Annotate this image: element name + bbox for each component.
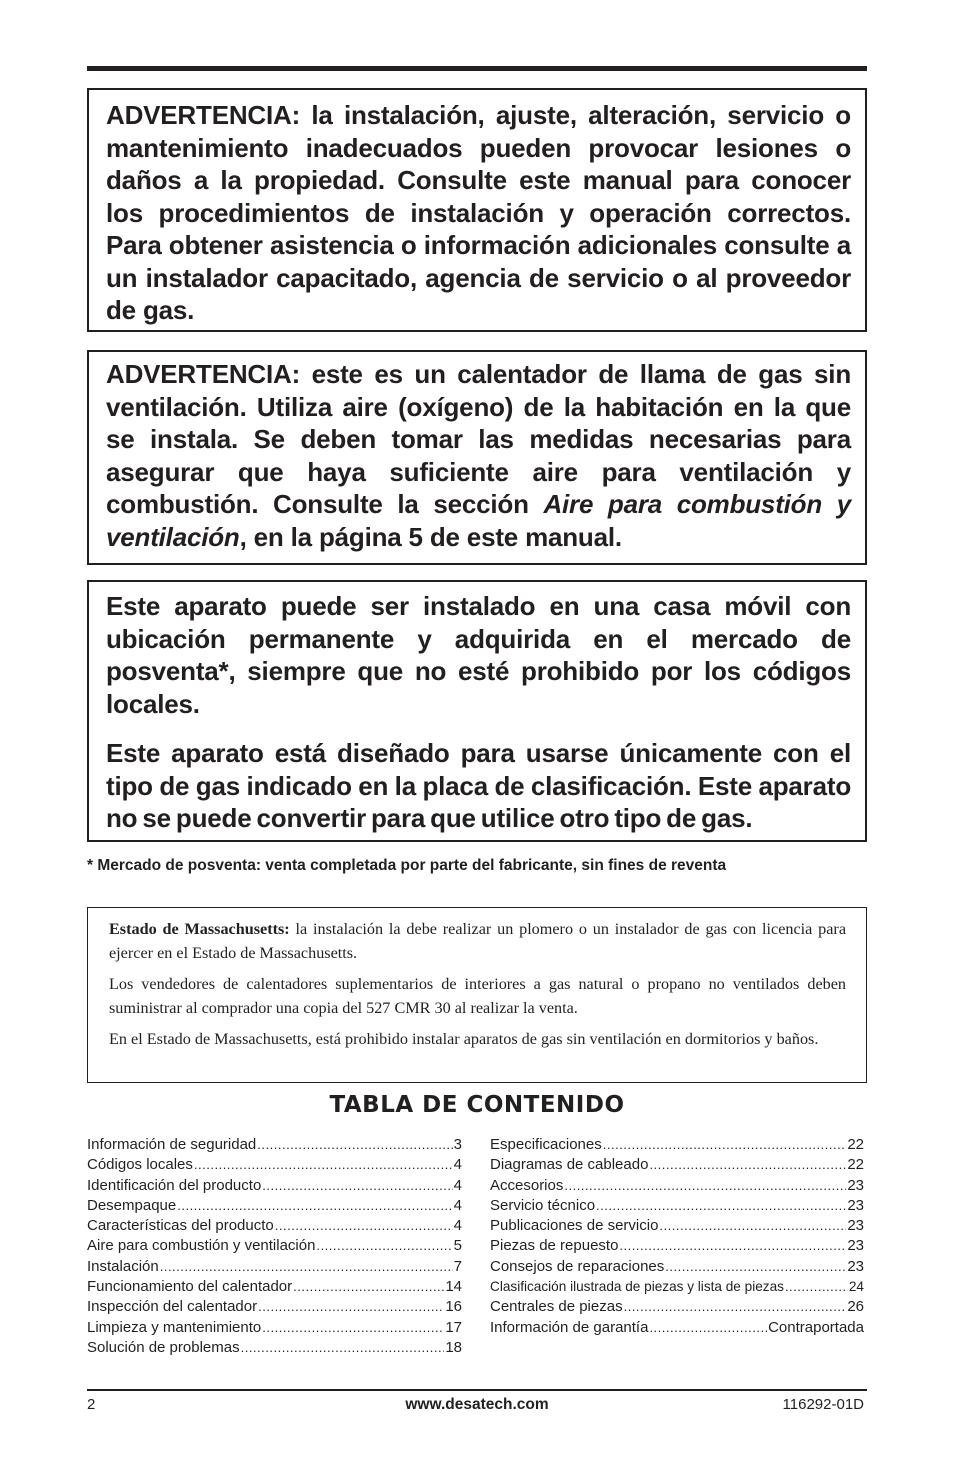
notice-gas-type-text: Este aparato está diseñado para usarse únicamente con el tipo de gas indicado en la placa de clasificación. Este aparato no se puede convertir para que utilice otro tipo de gas. — [106, 738, 851, 833]
toc-entry-label: Diagramas de cableado — [490, 1156, 649, 1174]
toc-entry[interactable] — [87, 1216, 462, 1236]
toc-entry-page: 16 — [445, 1298, 462, 1316]
toc-entry-label: Accesorios — [490, 1176, 564, 1194]
toc-entry-leader-dots — [649, 1318, 767, 1338]
toc-entry-leader-dots — [785, 1277, 848, 1297]
toc-entry[interactable] — [87, 1135, 462, 1155]
toc-entry[interactable] — [87, 1277, 462, 1297]
toc-entry-leader-dots — [596, 1196, 846, 1216]
toc-entry-label: Centrales de piezas — [490, 1298, 623, 1316]
toc-entry-leader-dots — [665, 1257, 846, 1277]
notice-mobile-home-text: Este aparato puede ser instalado en una casa móvil con ubicación permanente y adquirida en el mercado de posventa*, siempre que no esté prohibido por los códigos locales. — [106, 591, 851, 719]
toc-entry[interactable] — [87, 1155, 462, 1175]
toc-entry[interactable] — [490, 1176, 864, 1196]
toc-left-column — [87, 1135, 462, 1358]
toc-entry-leader-dots — [241, 1338, 445, 1358]
warning-unvented-section-ref: Aire para combustión y ventilación — [106, 489, 851, 552]
notice-box-mobile-home — [87, 580, 867, 842]
toc-entry[interactable] — [490, 1297, 864, 1317]
toc-entry-page: 23 — [847, 1257, 864, 1275]
toc-right-column — [490, 1135, 864, 1338]
toc-entry[interactable] — [87, 1176, 462, 1196]
toc-entry-leader-dots — [257, 1135, 452, 1155]
toc-entry-leader-dots — [649, 1155, 846, 1175]
toc-entry-label: Instalación — [87, 1257, 159, 1275]
toc-entry-label: Códigos locales — [87, 1156, 193, 1174]
toc-entry-leader-dots — [564, 1176, 846, 1196]
toc-entry-label: Funcionamiento del calentador — [87, 1278, 293, 1296]
top-rule — [87, 66, 867, 71]
toc-entry-page: 24 — [848, 1279, 864, 1295]
toc-entry-page: 23 — [847, 1237, 864, 1255]
toc-entry-leader-dots — [275, 1216, 453, 1236]
toc-entry-label: Limpieza y mantenimiento — [87, 1318, 262, 1336]
toc-entry-label: Características del producto — [87, 1217, 274, 1235]
toc-entry-leader-dots — [177, 1196, 452, 1216]
bottom-rule — [87, 1389, 867, 1391]
toc-entry-label: Información de seguridad — [87, 1136, 257, 1153]
massachusetts-p1 — [109, 918, 846, 965]
toc-entry[interactable] — [87, 1196, 462, 1216]
toc-entry-label: Publicaciones de servicio — [490, 1217, 659, 1235]
toc-entry-leader-dots — [262, 1318, 444, 1338]
toc-entry-page: 5 — [453, 1237, 462, 1255]
massachusetts-lead: Estado de Massachusetts: — [109, 920, 290, 938]
toc-entry-label: Servicio técnico — [490, 1196, 596, 1214]
toc-entry-leader-dots — [619, 1236, 846, 1256]
warning-box-installation — [87, 88, 867, 332]
warning-unvented-pre: ADVERTENCIA: este es un calentador de llama de gas sin ventilación. Utiliza aire (oxígeno) de la habitación en la que se instala. Se deben tomar las medidas necesarias para asegurar que haya suficiente aire para ventilación y combustión. Consulte la sección — [106, 359, 851, 519]
toc-entry-page: 23 — [847, 1196, 864, 1214]
toc-entry-page: 22 — [847, 1156, 864, 1174]
toc-entry-leader-dots — [194, 1155, 453, 1175]
toc-entry[interactable] — [87, 1338, 462, 1358]
toc-entry-leader-dots — [293, 1277, 444, 1297]
toc-entry-label: Piezas de repuesto — [490, 1237, 619, 1255]
toc-entry-page: 17 — [445, 1318, 462, 1336]
toc-entry[interactable] — [87, 1257, 462, 1277]
toc-entry-page: 18 — [445, 1338, 462, 1356]
toc-entry[interactable] — [87, 1297, 462, 1317]
toc-entry-page: 23 — [847, 1217, 864, 1235]
toc-entry-label: Especificaciones — [490, 1136, 602, 1153]
toc-entry-leader-dots — [160, 1257, 453, 1277]
toc-entry-page: 4 — [453, 1176, 462, 1194]
toc-entry-leader-dots — [262, 1176, 452, 1196]
toc-entry[interactable] — [87, 1318, 462, 1338]
toc-entry-label: Solución de problemas — [87, 1338, 240, 1356]
massachusetts-p3: En el Estado de Massachusetts, está prohibido instalar aparatos de gas sin ventilación en dormitorios y baños. — [109, 1030, 819, 1048]
toc-entry-label: Clasificación ilustrada de piezas y lista de piezas — [490, 1279, 784, 1295]
toc-entry-label: Identificación del producto — [87, 1176, 262, 1194]
toc-entry-page: 4 — [453, 1196, 462, 1214]
toc-entry-leader-dots — [258, 1297, 444, 1317]
toc-entry-leader-dots — [316, 1236, 452, 1256]
toc-entry-page: Contraportada — [768, 1318, 864, 1336]
toc-entry[interactable] — [87, 1236, 462, 1256]
toc-entry-page: 22 — [847, 1136, 864, 1153]
massachusetts-p2: Los vendedores de calentadores suplementarios de interiores a gas natural o propano no ventilados deben suministrar al comprador una copia del 527 CMR 30 al realizar la venta. — [109, 975, 846, 1017]
toc-entry-page: 4 — [453, 1156, 462, 1174]
toc-entry-label: Consejos de reparaciones — [490, 1257, 665, 1275]
warning-installation-text: ADVERTENCIA: la instalación, ajuste, alteración, servicio o mantenimiento inadecuados pueden provocar lesiones o daños a la propiedad. Consulte este manual para conocer los procedimientos de instalación y operación correctos. Para obtener asistencia o información adicionales consulte a un instalador capacitado, agencia de servicio o al proveedor de gas. — [106, 100, 851, 325]
toc-entry-page: 14 — [445, 1278, 462, 1296]
toc-entry[interactable] — [490, 1257, 864, 1277]
toc-entry[interactable] — [490, 1277, 864, 1297]
toc-entry-leader-dots — [624, 1297, 847, 1317]
toc-entry-page: 3 — [453, 1136, 462, 1153]
toc-entry-page: 23 — [847, 1176, 864, 1194]
document-number: 116292-01D — [782, 1396, 864, 1413]
toc-entry-label: Aire para combustión y ventilación — [87, 1237, 316, 1255]
massachusetts-p1-text: la instalación la debe realizar un plomero o un instalador de gas con licencia para ejercer en el Estado de Massachusetts. — [109, 920, 847, 962]
page-number: 2 — [87, 1396, 96, 1413]
toc-entry[interactable] — [490, 1196, 864, 1216]
toc-entry-page: 7 — [453, 1257, 462, 1275]
warning-unvented-text — [106, 358, 851, 553]
toc-title: TABLA DE CONTENIDO — [329, 1092, 625, 1118]
massachusetts-notice-box — [87, 907, 867, 1083]
footnote-aftermarket: * Mercado de posventa: venta completada por parte del fabricante, sin fines de reventa — [87, 857, 727, 874]
toc-entry[interactable] — [490, 1216, 864, 1236]
toc-entry-leader-dots — [603, 1135, 847, 1155]
toc-entry-leader-dots — [659, 1216, 846, 1236]
website-link[interactable]: www.desatech.com — [405, 1396, 549, 1413]
toc-entry-page: 26 — [847, 1298, 864, 1316]
toc-entry-label: Desempaque — [87, 1196, 177, 1214]
toc-entry[interactable] — [490, 1155, 864, 1175]
warning-unvented-post: , en la página 5 de este manual. — [239, 521, 622, 552]
toc-entry[interactable] — [490, 1236, 864, 1256]
warning-box-unvented — [87, 350, 867, 565]
toc-entry-label: Información de garantía — [490, 1318, 649, 1336]
toc-entry[interactable] — [490, 1135, 864, 1155]
toc-entry-label: Inspección del calentador — [87, 1298, 258, 1316]
toc-entry-page: 4 — [453, 1217, 462, 1235]
toc-entry[interactable] — [490, 1318, 864, 1338]
